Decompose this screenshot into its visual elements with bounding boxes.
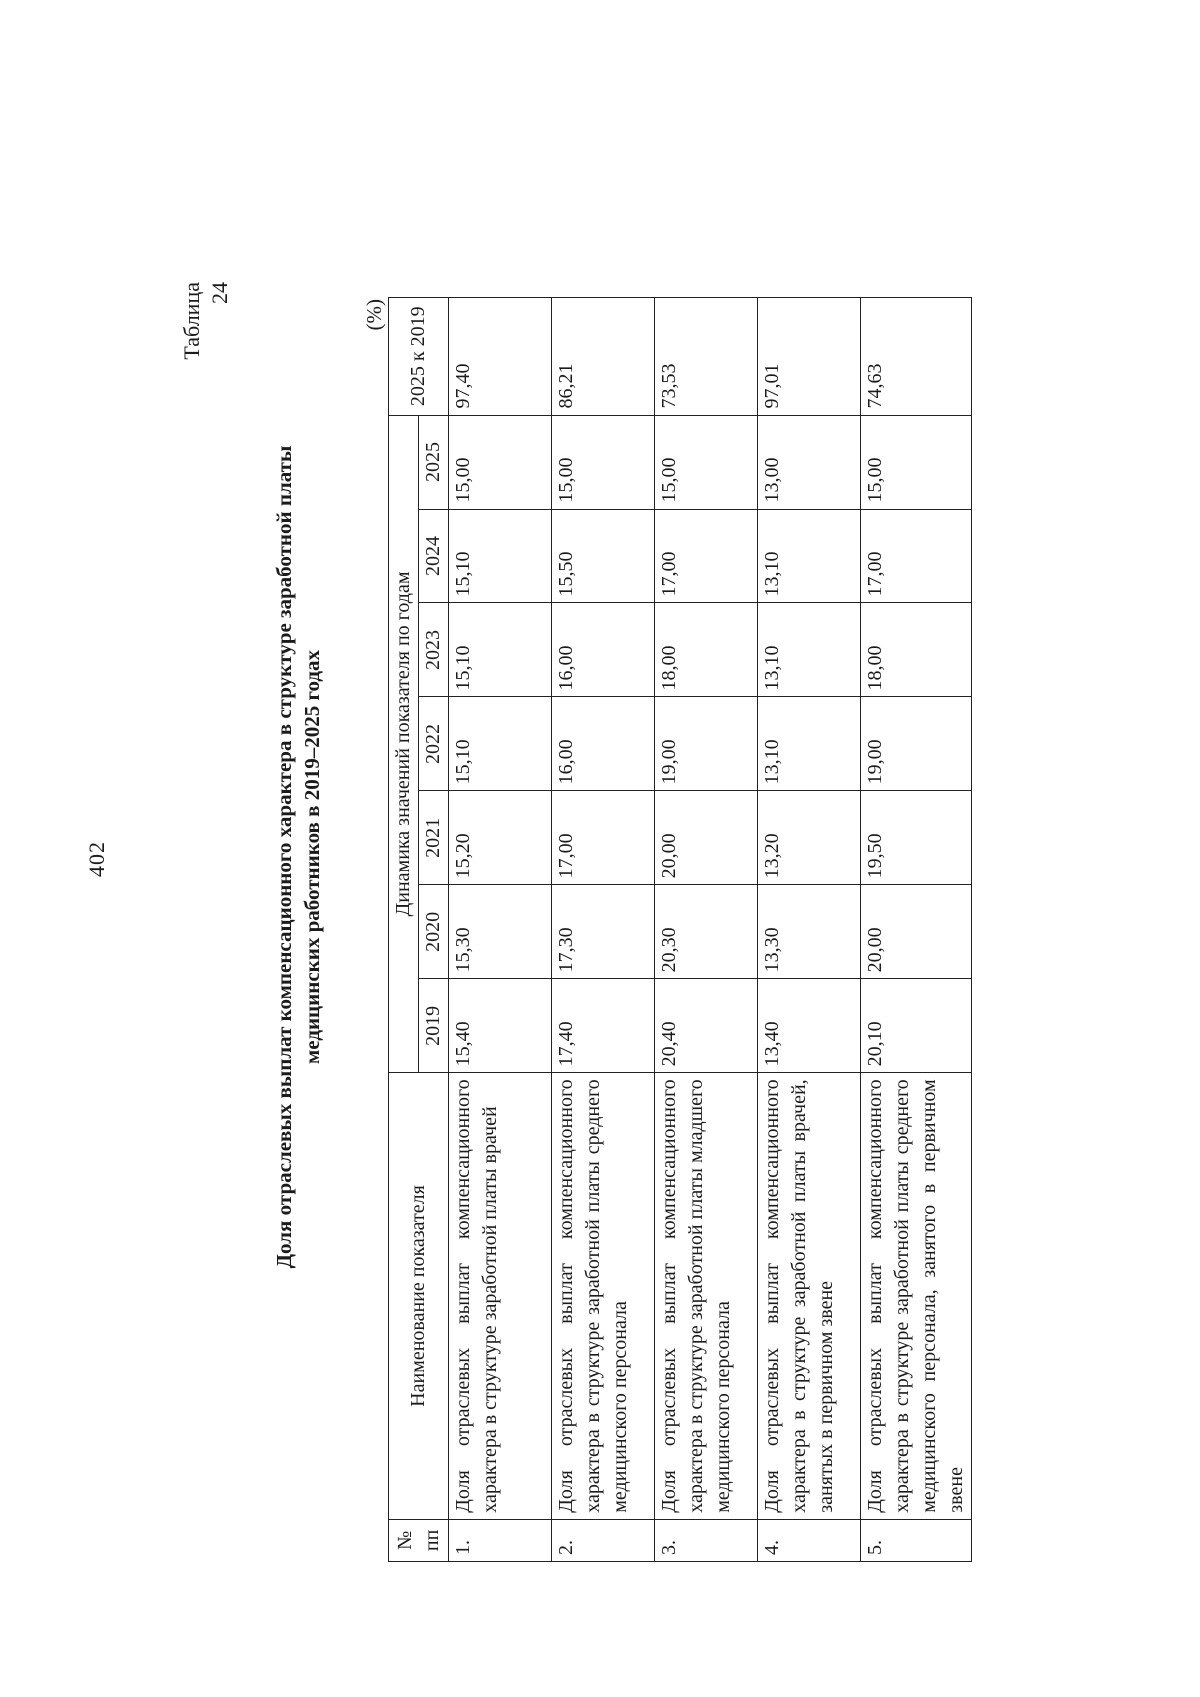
value-cell: 15,10 [449, 509, 552, 603]
header-year: 2019 [419, 979, 449, 1073]
value-cell: 13,10 [758, 697, 861, 791]
value-cell: 13,10 [758, 603, 861, 697]
ratio-cell: 86,21 [552, 298, 655, 416]
value-cell: 16,00 [552, 697, 655, 791]
table-title [270, 227, 326, 1487]
table-row [552, 298, 655, 1562]
value-cell: 17,00 [861, 509, 972, 603]
value-cell: 15,10 [449, 603, 552, 697]
row-number: 3. [655, 1519, 758, 1561]
value-cell: 19,00 [655, 697, 758, 791]
header-year: 2020 [419, 885, 449, 979]
table-header-row-1 [389, 298, 419, 1562]
value-cell: 17,00 [552, 791, 655, 885]
value-cell: 13,00 [758, 415, 861, 509]
value-cell: 15,00 [655, 415, 758, 509]
header-year: 2025 [419, 415, 449, 509]
units-label: (%) [362, 299, 386, 331]
value-cell: 15,20 [449, 791, 552, 885]
indicator-name: Доля отраслевых выплат компенсационного характера в структуре заработной платы врачей [449, 1073, 552, 1519]
table-title-line-1: Доля отраслевых выплат компенсационного характера в структуре заработной платы [272, 445, 296, 1269]
header-year: 2023 [419, 603, 449, 697]
header-year: 2021 [419, 791, 449, 885]
value-cell: 15,40 [449, 979, 552, 1073]
table-caption-label: Таблица [179, 282, 204, 360]
indicator-name: Доля отраслевых выплат компенсационного характера в структуре заработной платы среднего медицинского персонала [552, 1073, 655, 1519]
value-cell: 18,00 [655, 603, 758, 697]
row-number: 1. [449, 1519, 552, 1561]
ratio-cell: 74,63 [861, 298, 972, 416]
value-cell: 16,00 [552, 603, 655, 697]
ratio-cell: 97,01 [758, 298, 861, 416]
table-row [861, 298, 972, 1562]
table-title-line-2: медицинских работников в 2019–2025 годах [300, 649, 324, 1065]
value-cell: 20,30 [655, 885, 758, 979]
value-cell: 13,30 [758, 885, 861, 979]
value-cell: 18,00 [861, 603, 972, 697]
row-number: 5. [861, 1519, 972, 1561]
row-number: 2. [552, 1519, 655, 1561]
table-row [655, 298, 758, 1562]
value-cell: 15,00 [861, 415, 972, 509]
value-cell: 15,30 [449, 885, 552, 979]
indicator-name: Доля отраслевых выплат компенсационного характера в структуре заработной платы младшего медицинского персонала [655, 1073, 758, 1519]
value-cell: 13,20 [758, 791, 861, 885]
header-name: Наименование показателя [389, 1073, 449, 1519]
value-cell: 17,40 [552, 979, 655, 1073]
indicator-name: Доля отраслевых выплат компенсационного характера в структуре заработной платы врачей, занятых в первичном звене [758, 1073, 861, 1519]
row-number: 4. [758, 1519, 861, 1561]
table-row [449, 298, 552, 1562]
table-row [758, 298, 861, 1562]
header-year: 2022 [419, 697, 449, 791]
header-ratio: 2025 к 2019 [389, 298, 449, 416]
indicator-table [388, 297, 972, 1562]
value-cell: 13,40 [758, 979, 861, 1073]
value-cell: 15,00 [552, 415, 655, 509]
value-cell: 15,10 [449, 697, 552, 791]
value-cell: 20,00 [655, 791, 758, 885]
table-caption-number: 24 [207, 282, 232, 304]
header-dynamics: Динамика значений показателя по годам [389, 415, 419, 1073]
indicator-name: Доля отраслевых выплат компенсационного характера в структуре заработной платы среднего медицинского персонала, занятого в первичном звене [861, 1073, 972, 1519]
value-cell: 19,00 [861, 697, 972, 791]
ratio-cell: 97,40 [449, 298, 552, 416]
value-cell: 17,30 [552, 885, 655, 979]
value-cell: 15,00 [449, 415, 552, 509]
header-no: № пп [389, 1519, 449, 1561]
value-cell: 15,50 [552, 509, 655, 603]
value-cell: 17,00 [655, 509, 758, 603]
ratio-cell: 73,53 [655, 298, 758, 416]
value-cell: 20,10 [861, 979, 972, 1073]
value-cell: 19,50 [861, 791, 972, 885]
value-cell: 13,10 [758, 509, 861, 603]
header-year: 2024 [419, 509, 449, 603]
value-cell: 20,40 [655, 979, 758, 1073]
table-caption [178, 282, 234, 402]
page-number: 402 [84, 841, 109, 877]
value-cell: 20,00 [861, 885, 972, 979]
